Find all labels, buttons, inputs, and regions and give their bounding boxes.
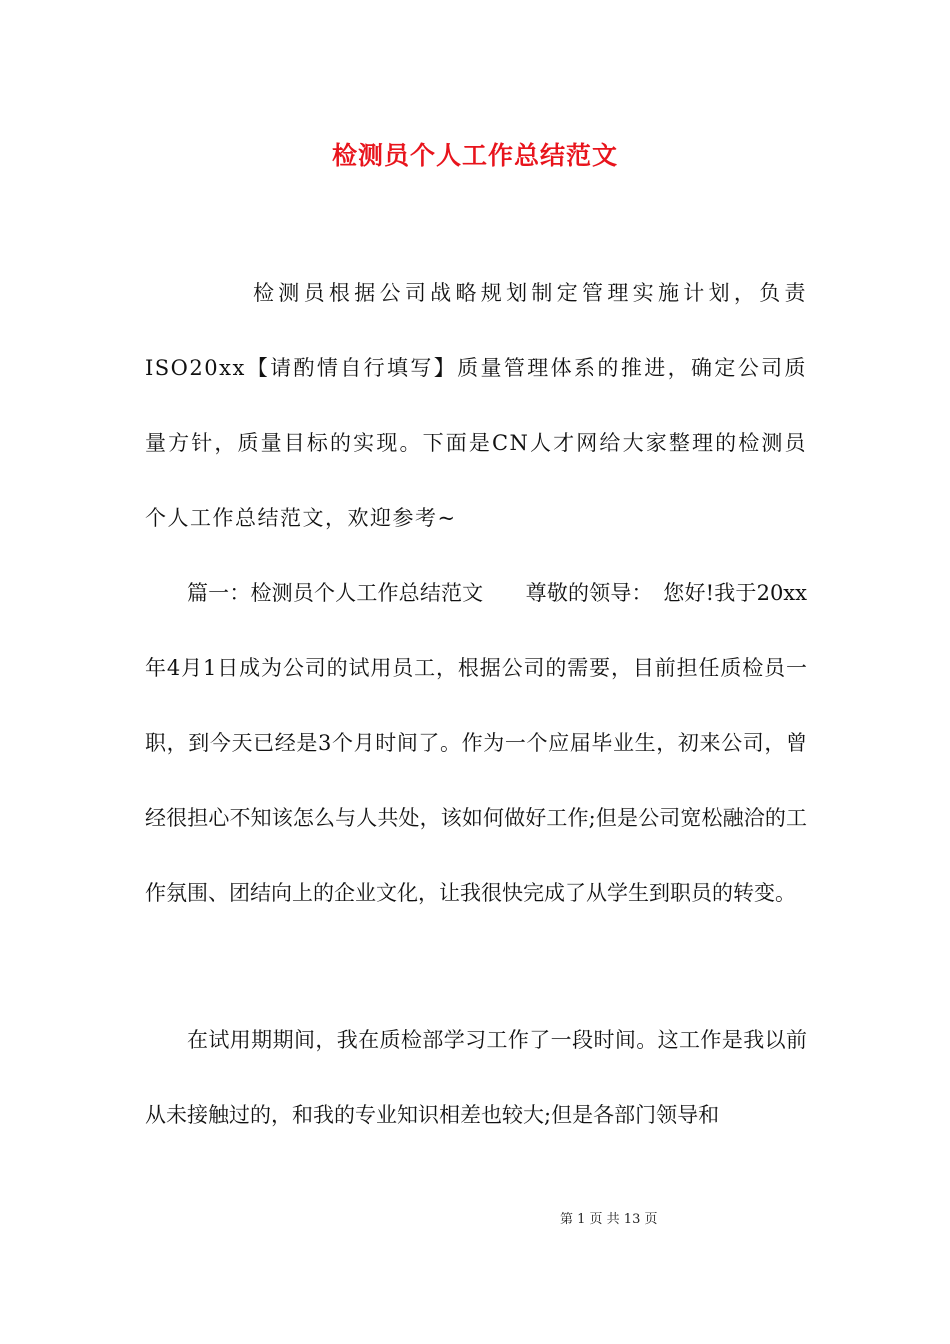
paragraph-chapter-one: 篇一：检测员个人工作总结范文 尊敬的领导： 您好!我于20xx年4月1日成为公司的试用员工，根据公司的需要，目前担任质检员一职，到今天已经是3个月时间了。作为一个应届毕业生，初来公司，曾经很担心不知该怎么与人共处，该如何做好工作;但是公司宽松融洽的工作氛围、团结向上的企业文化，让我很快完成了从学生到职员的转变。 bbox=[145, 581, 807, 905]
document-title: 检测员个人工作总结范文 bbox=[331, 141, 618, 170]
paragraph-probation: 在试用期期间，我在质检部学习工作了一段时间。这工作是我以前从未接触过的，和我的专业知识相差也较大;但是各部门领导和 bbox=[145, 1028, 807, 1127]
paragraph-intro: 检测员根据公司战略规划制定管理实施计划，负责ISO20xx【请酌情自行填写】质量管理体系的推进，确定公司质量方针，质量目标的实现。下面是CN人才网给大家整理的检测员个人工作总结范文，欢迎参考~ bbox=[145, 281, 807, 530]
page-footer: 第 1 页 共 13 页 bbox=[560, 1212, 658, 1227]
